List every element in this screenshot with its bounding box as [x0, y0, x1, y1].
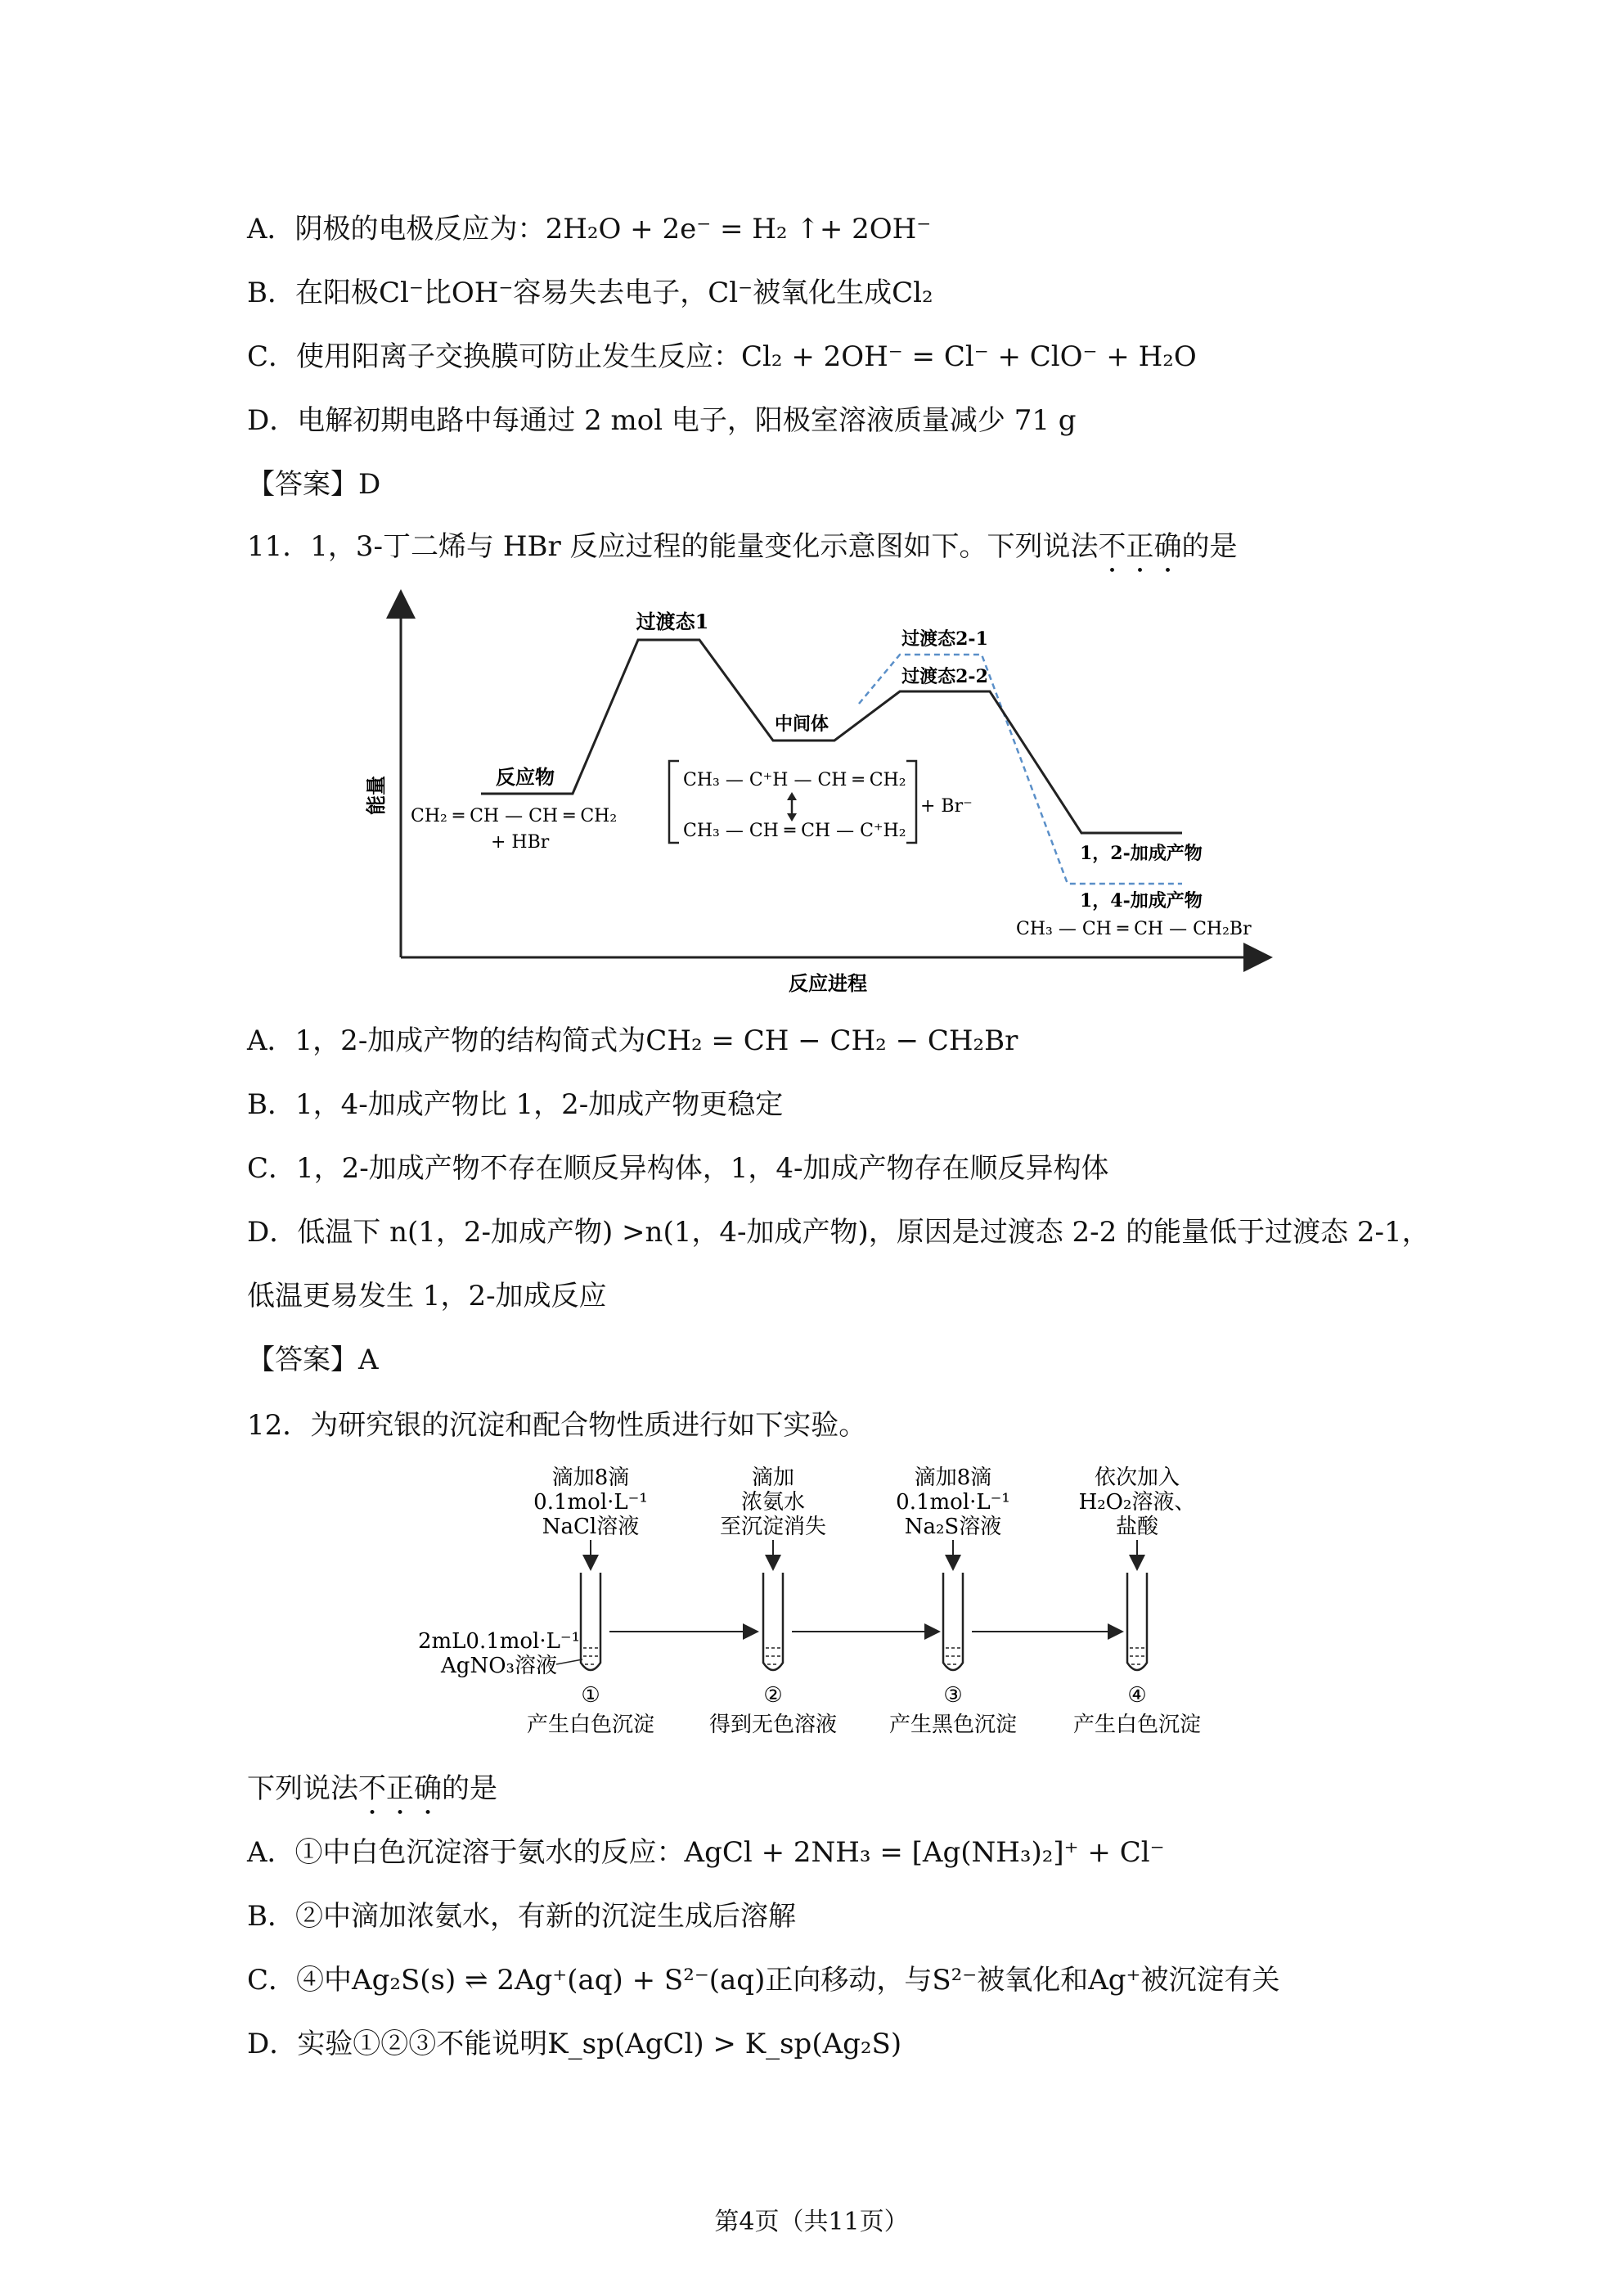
reactant-formula-1: CH₂ ═ CH — CH ═ CH₂	[411, 806, 618, 826]
right-bracket	[906, 761, 916, 843]
q12-option-b: B．②中滴加浓氨水，有新的沉淀生成后溶解	[247, 1900, 796, 1933]
product-1-4-formula: CH₃ — CH ═ CH — CH₂Br	[1016, 919, 1252, 939]
q11-option-a: A．1，2-加成产物的结构简式为CH₂ = CH − CH₂ − CH₂Br	[247, 1024, 1018, 1057]
x-axis-label: 反应进程	[789, 971, 867, 995]
product-1-4-label: 1，4-加成产物	[1080, 890, 1203, 912]
step4-line2: H₂O₂溶液、	[1078, 1490, 1196, 1515]
q11-option-c: C．1，2-加成产物不存在顺反异构体，1，4-加成产物存在顺反异构体	[247, 1152, 1109, 1185]
start-label-2: AgNO₃溶液	[441, 1654, 557, 1678]
q11-stem-prefix: 11．1，3-丁二烯与 HBr 反应过程的能量变化示意图如下。下列说法	[247, 530, 1099, 563]
q10-option-b: B．在阳极Cl⁻比OH⁻容易失去电子，Cl⁻被氧化生成Cl₂	[247, 277, 933, 309]
tube-1-result: 产生白色沉淀	[526, 1713, 655, 1737]
q11-answer: 【答案】A	[247, 1344, 379, 1376]
step1-line3: NaCl溶液	[542, 1515, 640, 1539]
reactant-formula-2: + HBr	[491, 832, 550, 853]
q10-option-a	[247, 211, 931, 247]
test-tube-2	[763, 1573, 783, 1670]
tube-1-number: ①	[581, 1683, 600, 1708]
product-1-2-label: 1，2-加成产物	[1080, 843, 1203, 864]
y-axis-label: 能量	[364, 776, 388, 815]
ts22-label: 过渡态2-2	[901, 666, 988, 687]
q12-option-a: A．①中白色沉淀溶于氨水的反应：AgCl + 2NH₃ = [Ag(NH₃)₂]⁺ + Cl⁻	[247, 1836, 1165, 1869]
q12-option-d: D．实验①②③不能说明K_sp(AgCl) > K_sp(Ag₂S)	[247, 2028, 902, 2060]
step2-line1: 滴加	[751, 1465, 795, 1490]
step2-line3: 至沉淀消失	[719, 1515, 827, 1539]
q12-sub-stem	[247, 1771, 497, 1821]
q11-stem-emphasis: 不正确	[1098, 530, 1182, 563]
tube-2-result: 得到无色溶液	[708, 1713, 838, 1737]
tube-4-result: 产生白色沉淀	[1072, 1713, 1202, 1737]
step1-line1: 滴加8滴	[551, 1465, 630, 1490]
intermediate-label: 中间体	[774, 714, 829, 735]
tube-3-result: 产生黑色沉淀	[888, 1713, 1018, 1737]
q11-option-b: B．1，4-加成产物比 1，2-加成产物更稳定	[247, 1088, 784, 1121]
q11-option-d-line1: D．低温下 n(1，2-加成产物) >n(1，4-加成产物)，原因是过渡态 2-2 的能量低于过渡态 2-1，	[247, 1216, 1430, 1249]
q10-option-c-equation: Cl₂ + 2OH⁻ = Cl⁻ + ClO⁻ + H₂O	[741, 340, 1197, 373]
q10-option-c-prefix: C．使用阳离子交换膜可防止发生反应：	[247, 340, 742, 373]
q11-stem-suffix: 的是	[1181, 530, 1238, 563]
experiment-diagram	[0, 1458, 1623, 1753]
start-label-1: 2mL0.1mol·L⁻¹	[417, 1629, 581, 1654]
path-1-2-addition	[481, 640, 1182, 833]
step3-line2: 0.1mol·L⁻¹	[896, 1490, 1010, 1515]
test-tube-1	[581, 1573, 600, 1670]
tube-3-number: ③	[943, 1683, 963, 1708]
start-pointer	[556, 1659, 582, 1664]
resonance-structure-2: CH₃ — CH ═ CH — C⁺H₂	[683, 821, 906, 841]
q12-sub-stem-emphasis: 不正确	[358, 1772, 442, 1805]
q12-stem: 12．为研究银的沉淀和配合物性质进行如下实验。	[247, 1409, 867, 1442]
q12-option-c: C．④中Ag₂S(s) ⇌ 2Ag⁺(aq) + S²⁻(aq)正向移动，与S²⁻被氧化和Ag⁺被沉淀有关	[247, 1964, 1280, 1997]
q12-sub-stem-prefix: 下列说法	[247, 1772, 358, 1805]
resonance-arrow-head-up	[787, 792, 797, 800]
resonance-structure-1: CH₃ — C⁺H — CH ═ CH₂	[683, 770, 906, 790]
q10-option-d: D．电解初期电路中每通过 2 mol 电子，阳极室溶液质量减少 71 g	[247, 404, 1077, 437]
reactant-label: 反应物	[496, 765, 555, 789]
test-tube-3	[943, 1573, 963, 1670]
test-tube-4	[1127, 1573, 1147, 1670]
ts21-label: 过渡态2-1	[901, 628, 988, 650]
page-footer: 第4页（共11页）	[714, 2208, 909, 2236]
q10-option-c	[247, 339, 1197, 375]
energy-diagram	[0, 589, 1623, 1023]
step3-line3: Na₂S溶液	[904, 1515, 1002, 1539]
tube-4-number: ④	[1127, 1683, 1147, 1708]
step4-line1: 依次加入	[1094, 1465, 1180, 1490]
step1-line2: 0.1mol·L⁻¹	[533, 1490, 648, 1515]
step4-line3: 盐酸	[1115, 1515, 1159, 1539]
q11-stem	[247, 529, 1238, 579]
step3-line1: 滴加8滴	[914, 1465, 992, 1490]
left-bracket	[669, 761, 679, 843]
tube-2-number: ②	[763, 1683, 783, 1708]
q10-option-a-equation: 2H₂O + 2e⁻ = H₂ ↑+ 2OH⁻	[545, 213, 932, 245]
q10-option-a-prefix: A．阴极的电极反应为：	[247, 213, 546, 245]
q12-sub-stem-suffix: 的是	[442, 1772, 497, 1805]
counter-ion: + Br⁻	[920, 796, 973, 817]
q10-answer: 【答案】D	[247, 468, 381, 501]
step2-line2: 浓氨水	[740, 1490, 806, 1515]
ts1-label: 过渡态1	[636, 610, 709, 633]
q11-option-d-line2: 低温更易发生 1，2-加成反应	[247, 1280, 607, 1312]
